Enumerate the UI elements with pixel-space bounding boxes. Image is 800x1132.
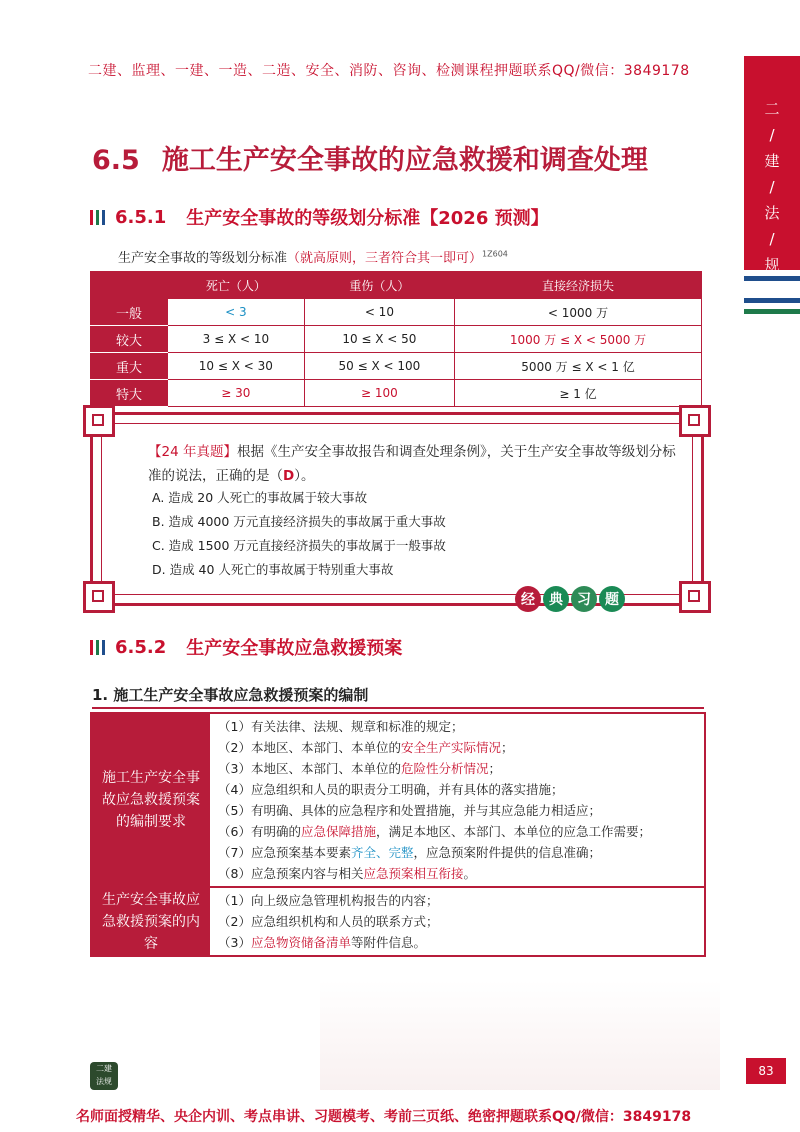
table-cell: 1000 万 ≤ X < 5000 万 xyxy=(455,326,702,353)
contents-table xyxy=(90,886,706,957)
question-text: 根据《生产安全事故报告和调查处理条例》，关于生产安全事故等级划分标准的说法，正确的是（ xyxy=(148,444,676,484)
req-line: （3）应急物资储备清单等附件信息。 xyxy=(218,935,426,950)
caption-sup: 1Z604 xyxy=(482,249,508,259)
question-tag: 【24 年真题】 xyxy=(148,444,237,460)
req-line: （7）应急预案基本要素齐全、完整，应急预案附件提供的信息准确； xyxy=(218,845,601,860)
table-cell: 50 ≤ X < 100 xyxy=(304,353,454,380)
stripe xyxy=(744,309,800,314)
section-bars-icon xyxy=(90,210,105,225)
table-cell: < 3 xyxy=(168,299,305,326)
req-line: （3）本地区、本部门、本单位的危险性分析情况； xyxy=(218,761,501,776)
grade-table xyxy=(90,271,702,407)
classic-exercise-badges xyxy=(515,586,625,612)
req-line: （1）向上级应急管理机构报告的内容； xyxy=(218,893,439,908)
chapter-title-text: 施工生产安全事故的应急救援和调查处理 xyxy=(161,145,648,176)
table-cell: ≥ 30 xyxy=(168,380,305,407)
side-tab-label: 二 / 建 / 法 / 规 xyxy=(764,100,780,274)
corner-ornament xyxy=(679,581,711,613)
table-cell: 10 ≤ X < 30 xyxy=(168,353,305,380)
option-b: B. 造成 4000 万元直接经济损失的事故属于重大事故 xyxy=(152,514,446,529)
section-title-text: 生产安全事故应急救援预案 xyxy=(186,638,403,659)
option-d: D. 造成 40 人死亡的事故属于特别重大事故 xyxy=(152,562,394,577)
chapter-title xyxy=(92,138,648,177)
table-header xyxy=(91,272,168,299)
caption-highlight: （就高原则，三者符合其一即可） xyxy=(287,251,483,266)
page-number: 83 xyxy=(746,1058,786,1084)
row-label: 重大 xyxy=(91,353,168,380)
corner-ornament xyxy=(679,405,711,437)
table-cell: ≥ 100 xyxy=(304,380,454,407)
req-line: （1）有关法律、法规、规章和标准的规定； xyxy=(218,719,464,734)
req-head: 施工生产安全事故应急救援预案的编制要求 xyxy=(92,714,210,886)
chapter-number: 6.5 xyxy=(92,145,140,176)
row-label: 特大 xyxy=(91,380,168,407)
subsection-rule xyxy=(92,707,704,709)
badge: 经 xyxy=(515,586,541,612)
table-row xyxy=(91,326,702,353)
req-body xyxy=(210,714,704,886)
table-header-row xyxy=(91,272,702,299)
question-options xyxy=(152,486,446,582)
option-a: A. 造成 20 人死亡的事故属于较大事故 xyxy=(152,490,368,505)
table-header: 死亡（人） xyxy=(168,272,305,299)
question-text-end: ）。 xyxy=(294,468,315,484)
badge: 习 xyxy=(571,586,597,612)
req-body xyxy=(210,888,704,955)
stripe xyxy=(744,287,800,292)
bottom-advert: 名师面授精华、央企内训、考点串讲、习题模考、考前三页纸、绝密押题联系QQ/微信：3849178 xyxy=(76,1109,692,1125)
section-bars-icon xyxy=(90,640,105,655)
badge: 题 xyxy=(599,586,625,612)
table-header: 重伤（人） xyxy=(304,272,454,299)
section-number: 6.5.1 xyxy=(115,206,167,228)
req-line: （6）有明确的应急保障措施，满足本地区、本部门、本单位的应急工作需要； xyxy=(218,824,651,839)
side-stripes xyxy=(744,276,800,320)
subsection-title: 1. 施工生产安全事故应急救援预案的编制 xyxy=(92,686,369,704)
table-caption xyxy=(118,247,508,266)
question-stem xyxy=(148,440,688,488)
table-row xyxy=(91,380,702,407)
section-title-text: 生产安全事故的等级划分标准【2026 预测】 xyxy=(186,208,549,229)
caption-text: 生产安全事故的等级划分标准 xyxy=(118,251,288,266)
badge: 典 xyxy=(543,586,569,612)
top-advert: 二建、监理、一建、一造、二造、安全、消防、咨询、检测课程押题联系QQ/微信：3849178 xyxy=(88,63,690,79)
question-answer: D xyxy=(283,468,295,484)
stripe xyxy=(744,276,800,281)
table-cell: < 1000 万 xyxy=(455,299,702,326)
option-c: C. 造成 1500 万元直接经济损失的事故属于一般事故 xyxy=(152,538,446,553)
row-label: 较大 xyxy=(91,326,168,353)
req-line: （2）应急组织机构和人员的联系方式； xyxy=(218,914,439,929)
stripe xyxy=(744,298,800,303)
req-line: （2）本地区、本部门、本单位的安全生产实际情况； xyxy=(218,740,514,755)
requirements-table xyxy=(90,712,706,888)
req-line: （8）应急预案内容与相关应急预案相互衔接。 xyxy=(218,866,476,881)
row-label: 一般 xyxy=(91,299,168,326)
section-number: 6.5.2 xyxy=(115,636,167,658)
table-header: 直接经济损失 xyxy=(455,272,702,299)
req-line: （5）有明确、具体的应急程序和处置措施，并与其应急能力相适应； xyxy=(218,803,601,818)
book-logo: 二建 法规 xyxy=(90,1062,118,1090)
section-title-1 xyxy=(90,204,549,230)
corner-ornament xyxy=(83,405,115,437)
background-decoration xyxy=(320,980,720,1090)
table-cell: 5000 万 ≤ X < 1 亿 xyxy=(455,353,702,380)
table-row xyxy=(91,299,702,326)
table-row xyxy=(91,353,702,380)
section-title-2 xyxy=(90,634,402,660)
table-cell: 10 ≤ X < 50 xyxy=(304,326,454,353)
req-line: （4）应急组织和人员的职责分工明确，并有具体的落实措施； xyxy=(218,782,564,797)
table-cell: ≥ 1 亿 xyxy=(455,380,702,407)
corner-ornament xyxy=(83,581,115,613)
table-cell: < 10 xyxy=(304,299,454,326)
req-head: 生产安全事故应急救援预案的内容 xyxy=(92,888,210,955)
chapter-side-tab xyxy=(744,56,800,274)
table-cell: 3 ≤ X < 10 xyxy=(168,326,305,353)
